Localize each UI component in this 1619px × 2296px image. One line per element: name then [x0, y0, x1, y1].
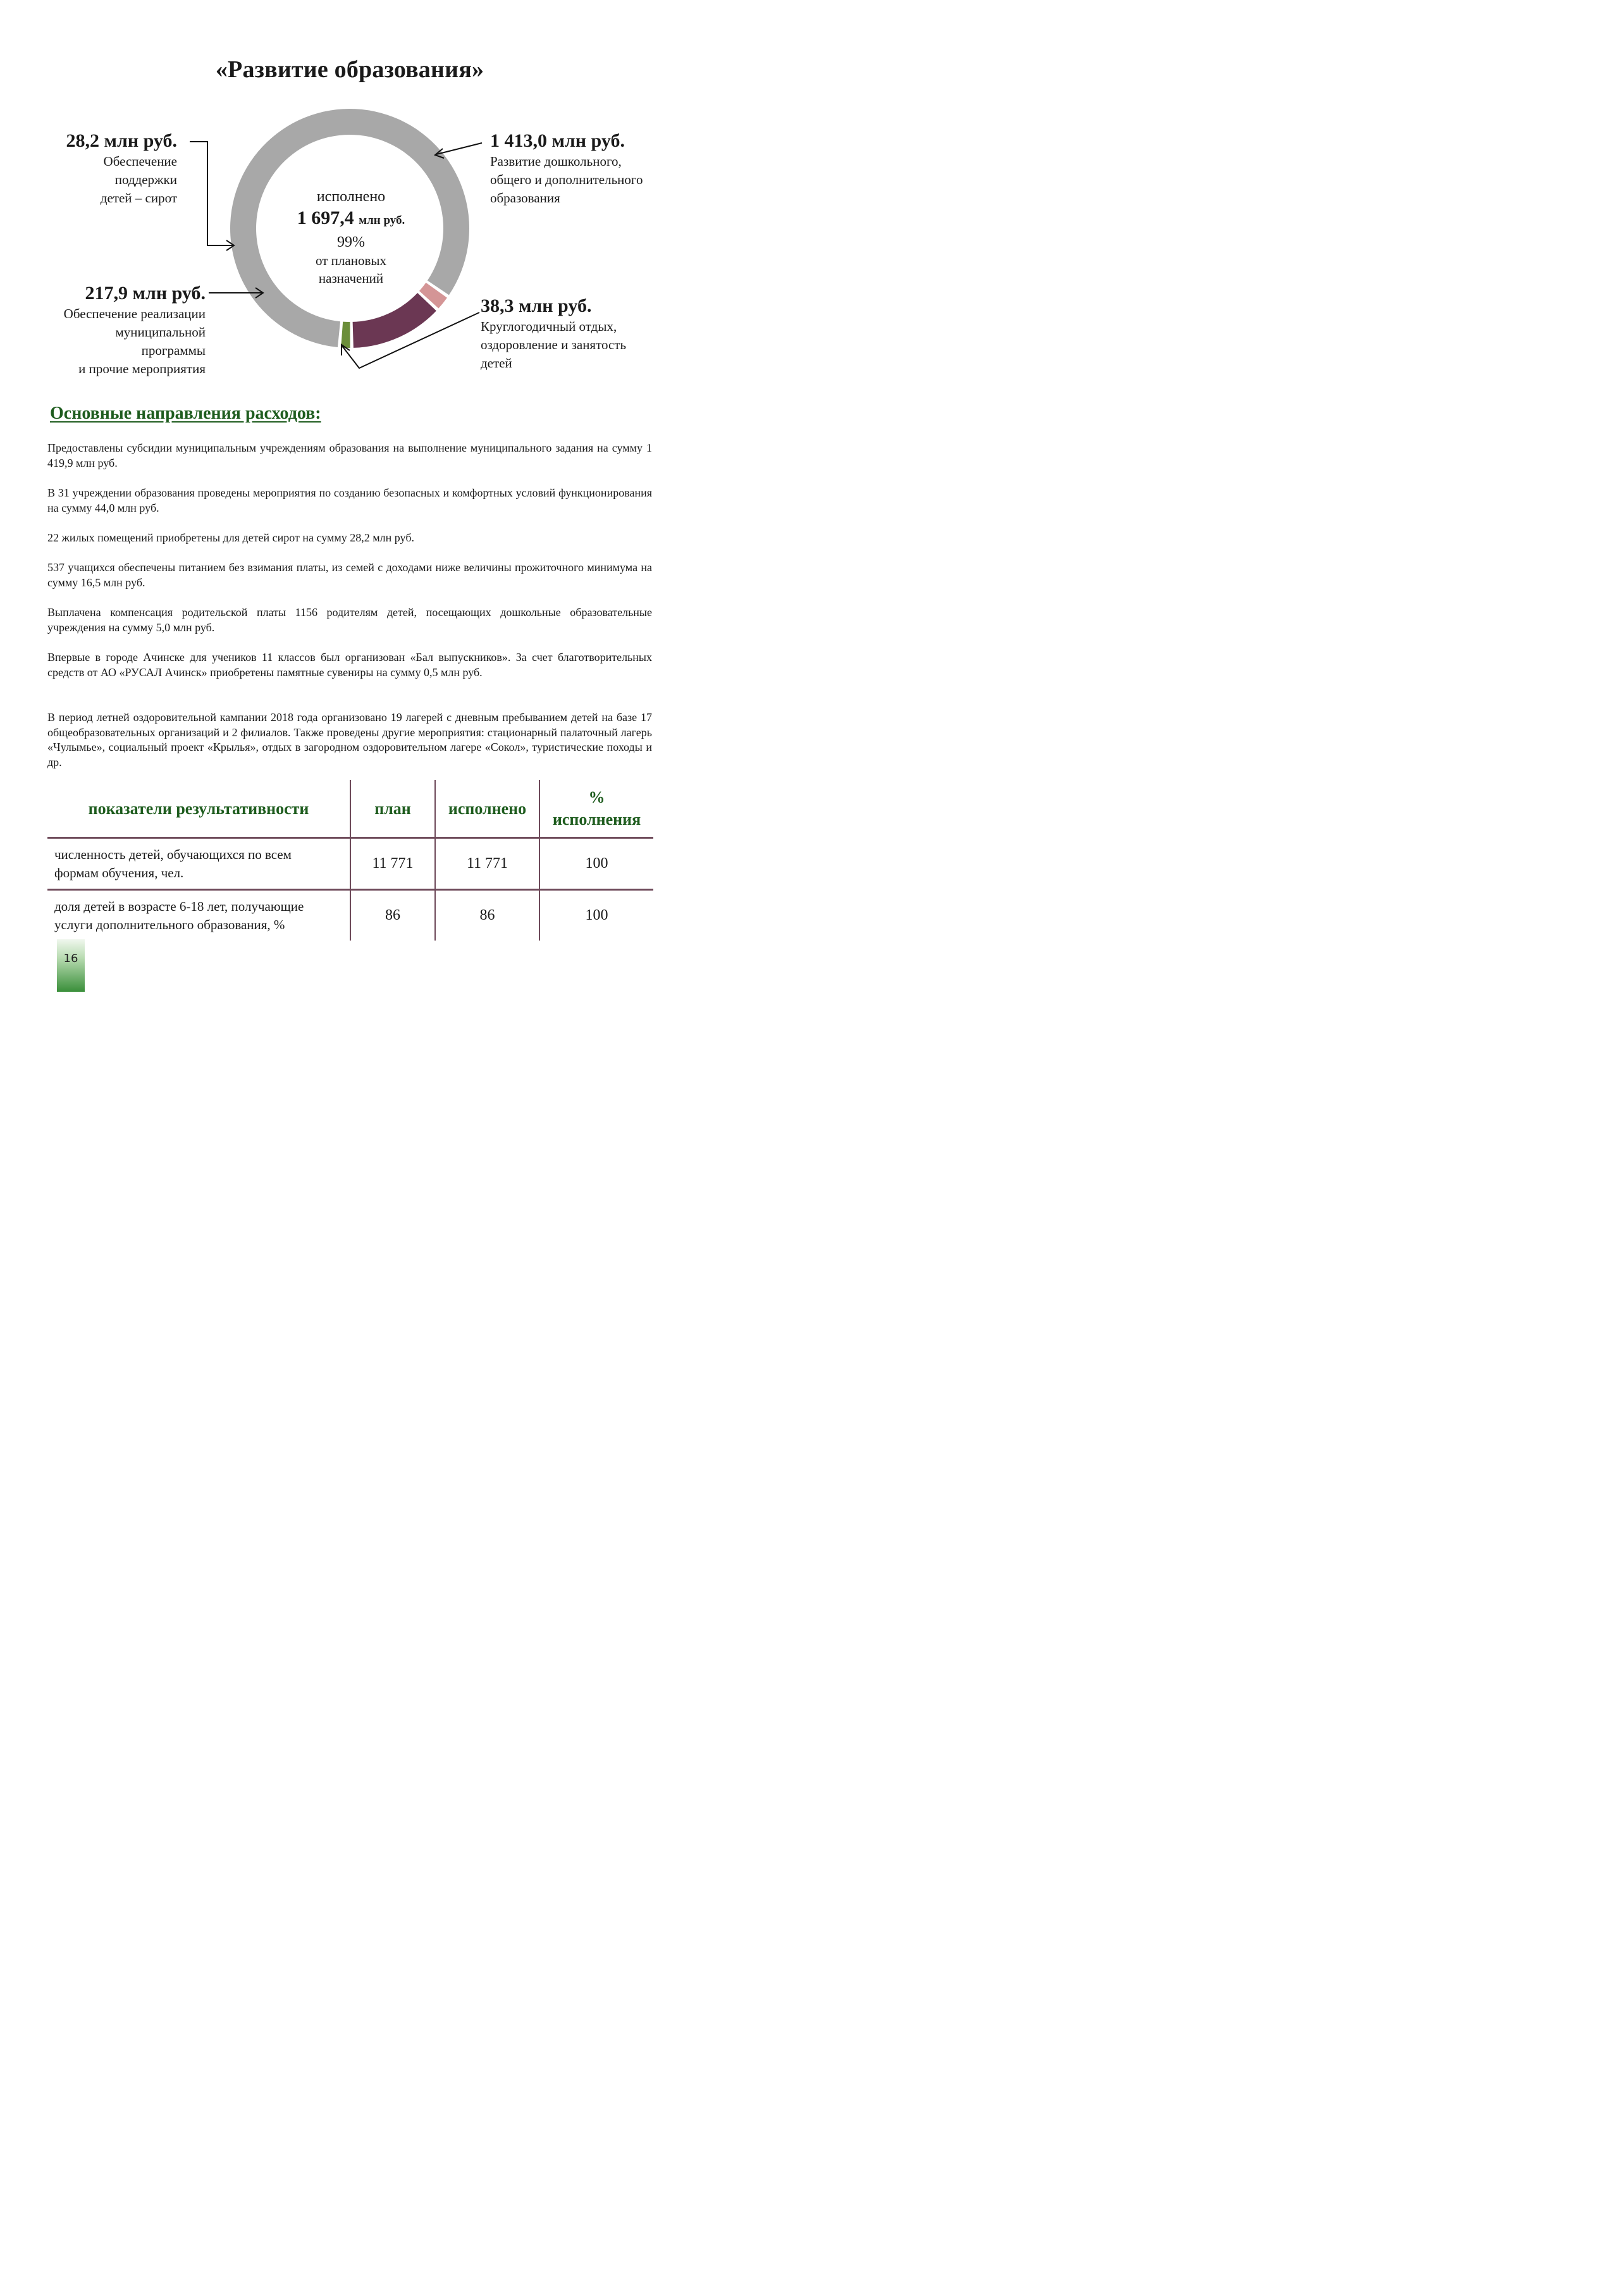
- label-orphans-amount: 28,2 млн руб.: [66, 130, 177, 151]
- paragraph: 22 жилых помещений приобретены для детей сирот на сумму 28,2 млн руб.: [47, 531, 414, 544]
- paragraph: В период летней оздоровительной кампании 2018 года организовано 19 лагерей с дневным пребыванием детей на базе 17 общеобразовательных организаций и 2 филиалов. Также проведены другие мероприятия: стационарный палаточный лагерь «Чулымье», социальный проект «Крылья», отдых в загородном оздоровительном лагере «Сокол», туристические походы и др.: [47, 711, 652, 768]
- row-indicator-line: услуги дополнительного образования, %: [54, 917, 285, 932]
- label-orphans: [38, 130, 177, 207]
- label-recreation-amount: 38,3 млн руб.: [481, 295, 592, 316]
- label-program: [25, 282, 206, 378]
- row-indicator: [47, 838, 350, 890]
- center-plan-line2: назначений: [318, 271, 384, 286]
- label-recreation-line: детей: [481, 355, 512, 371]
- row-done: 86: [435, 890, 539, 941]
- label-program-line: и прочие мероприятия: [78, 361, 206, 376]
- header-percent: [539, 780, 653, 838]
- table-row: [47, 838, 653, 890]
- row-percent: 100: [539, 890, 653, 941]
- label-orphans-line: детей – сирот: [100, 190, 177, 206]
- row-indicator-line: доля детей в возрасте 6-18 лет, получающие: [54, 898, 304, 914]
- table-header-row: [47, 780, 653, 838]
- label-development-line: Развитие дошкольного,: [490, 154, 622, 169]
- label-orphans-line: поддержки: [114, 172, 177, 187]
- center-total-unit: млн руб.: [359, 214, 405, 227]
- paragraph: Выплачена компенсация родительской платы 1156 родителям детей, посещающих дошкольные образовательные учреждения на сумму 5,0 млн руб.: [47, 606, 652, 634]
- row-done: 11 771: [435, 838, 539, 890]
- row-indicator-line: численность детей, обучающихся по всем: [54, 846, 292, 862]
- section-heading: Основные направления расходов:: [50, 404, 321, 423]
- header-done: исполнено: [435, 780, 539, 838]
- label-program-line: Обеспечение реализации: [63, 306, 206, 321]
- row-indicator: [47, 890, 350, 941]
- leader-line-development: [436, 143, 482, 154]
- row-percent: 100: [539, 838, 653, 890]
- row-plan: 86: [350, 890, 435, 941]
- center-percent: 99%: [337, 234, 365, 250]
- paragraph: 537 учащихся обеспечены питанием без взимания платы, из семей с доходами ниже величины прожиточного минимума на сумму 16,5 млн руб.: [47, 561, 652, 589]
- performance-table: [47, 780, 653, 941]
- paragraph: Впервые в городе Ачинске для учеников 11 классов был организован «Бал выпускников». За счет благотворительных средств от АО «РУСАЛ Ачинск» приобретены памятные сувениры на сумму 0,5 млн руб.: [47, 651, 652, 679]
- page-number: 16: [63, 952, 78, 965]
- paragraph: Предоставлены субсидии муниципальным учреждениям образования на выполнение муниципального задания на сумму 1 419,9 млн руб.: [47, 441, 652, 469]
- center-total-amount: 1 697,4: [297, 207, 354, 228]
- donut-slice-4: [341, 322, 350, 348]
- label-orphans-line: Обеспечение: [103, 154, 177, 169]
- label-development: [490, 130, 693, 207]
- label-recreation-line: Круглогодичный отдых,: [481, 319, 617, 334]
- label-program-amount: 217,9 млн руб.: [85, 283, 206, 304]
- label-program-line: программы: [141, 343, 206, 358]
- label-recreation-line: оздоровление и занятость: [481, 337, 627, 352]
- header-indicator: показатели результативности: [47, 780, 350, 838]
- table-row: [47, 890, 653, 941]
- label-development-amount: 1 413,0 млн руб.: [490, 130, 625, 151]
- donut-center-text: [288, 187, 414, 287]
- center-plan-line1: от плановых: [316, 253, 386, 268]
- page: [0, 0, 699, 992]
- center-total: [288, 206, 414, 233]
- label-development-line: общего и дополнительного: [490, 172, 643, 187]
- row-plan: 11 771: [350, 838, 435, 890]
- center-executed-label: исполнено: [316, 188, 386, 205]
- page-number-tab: [57, 939, 85, 992]
- leader-line-orphans: [190, 142, 233, 245]
- row-indicator-line: формам обучения, чел.: [54, 865, 184, 880]
- label-recreation: [481, 295, 683, 373]
- page-title: «Развитие образования»: [215, 56, 484, 83]
- header-percent-word: исполнения: [552, 810, 641, 829]
- donut-slice-3: [353, 293, 436, 348]
- paragraph: В 31 учреждении образования проведены мероприятия по созданию безопасных и комфортных условий функционирования на сумму 44,0 млн руб.: [47, 486, 652, 514]
- header-plan: план: [350, 780, 435, 838]
- header-percent-symbol: %: [588, 788, 605, 806]
- label-development-line: образования: [490, 190, 560, 206]
- label-program-line: муниципальной: [115, 324, 206, 340]
